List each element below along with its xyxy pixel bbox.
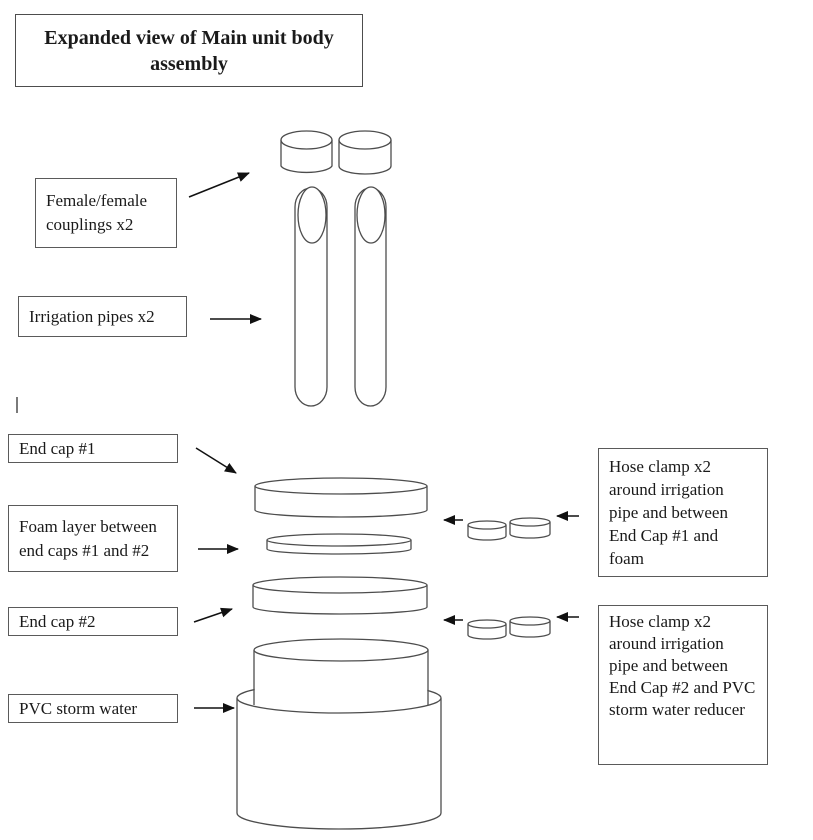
end-cap-1-shape: [255, 478, 427, 517]
label-foam-layer: Foam layer between end caps #1 and #2: [8, 505, 178, 572]
end-cap-2-shape: [253, 577, 427, 614]
hose-clamp-shape-2: [510, 518, 550, 538]
label-end-cap-1: End cap #1: [8, 434, 178, 463]
arrow-end-cap-1: [196, 448, 236, 473]
hose-clamp-shape-1: [468, 521, 506, 540]
foam-layer-shape: [267, 534, 411, 554]
pvc-reducer-shape: [237, 639, 441, 829]
label-hose-clamp-bottom: Hose clamp x2 around irrigation pipe and between End Cap #2 and PVC storm water reducer: [598, 605, 768, 765]
label-irrigation-pipes: Irrigation pipes x2: [18, 296, 187, 337]
arrow-end-cap-2: [194, 609, 232, 622]
coupling-shape-2: [339, 131, 391, 174]
pipe-shape-1: [295, 187, 327, 406]
label-end-cap-2: End cap #2: [8, 607, 178, 636]
label-pvc-storm-water: PVC storm water: [8, 694, 178, 723]
hose-clamp-shape-3: [468, 620, 506, 639]
coupling-shape-1: [281, 131, 332, 172]
arrow-couplings: [189, 173, 249, 197]
label-hose-clamp-top: Hose clamp x2 around irrigation pipe and between End Cap #1 and foam: [598, 448, 768, 577]
pipe-shape-2: [355, 187, 386, 406]
label-couplings: Female/female couplings x2: [35, 178, 177, 248]
page-title: Expanded view of Main unit body assembly: [15, 14, 363, 87]
hose-clamp-shape-4: [510, 617, 550, 637]
